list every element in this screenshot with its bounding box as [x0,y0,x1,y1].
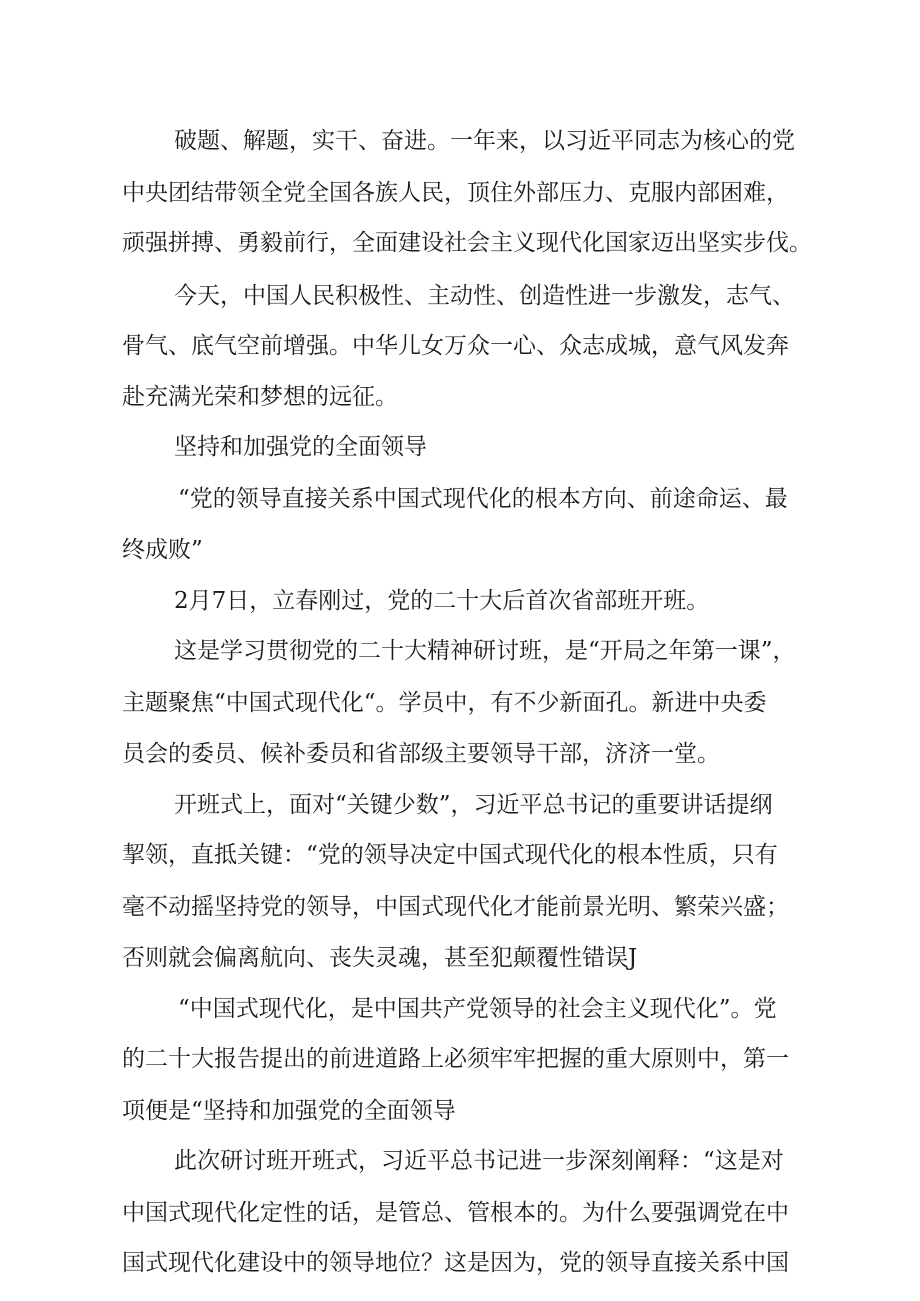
text-line: 这是学习贯彻党的二十大精神研讨班，是“开局之年第一课”， [174,638,796,664]
text-line: “中国式现代化，是中国共产党领导的社会主义现代化”。党 [178,996,777,1022]
text-line: 破题、解题，实干、奋进。一年来，以习近平同志为核心的党 [174,128,795,154]
text-line: 的二十大报告提出的前进道路上必须牢牢把握的重大原则中，第一 [122,1046,789,1072]
text-line: 中国式现代化定性的话，是管总、管根本的。为什么要强调党在中 [122,1200,789,1226]
text-line: 开班式上，面对“关键少数”，习近平总书记的重要讲话提纲 [174,792,773,818]
text-line: 员会的委员、候补委员和省部级主要领导干部，济济一堂。 [122,741,720,767]
text-line: 中央团结带领全党全国各族人民，顶住外部压力、克服内部困难， [122,180,789,206]
text-line: 今天，中国人民积极性、主动性、创造性进一步激发，志气、 [174,283,795,309]
text-line: 国式现代化建设中的领导地位？这是因为，党的领导直接关系中国 [122,1250,789,1276]
text-line: 骨气、底气空前增强。中华儿女万众一心、众志成城，意气风发奔 [122,333,789,359]
text-line: 顽强拼搏、勇毅前行，全面建设社会主义现代化国家迈出坚实步伐。 [122,230,812,256]
text-line: 2月7日，立春刚过，党的二十大后首次省部班开班。 [174,588,710,614]
text-line: 主题聚焦“中国式现代化“。学员中，有不少新面孔。新进中央委 [122,690,767,716]
text-line: 赴充满光荣和梦想的远征。 [122,384,398,410]
text-line: 此次研讨班开班式，习近平总书记进一步深刻阐释：“这是对 [174,1148,784,1174]
section-heading: 坚持和加强党的全面领导 [174,434,427,460]
text-line: “党的领导直接关系中国式现代化的根本方向、前途命运、最 [178,486,788,512]
text-line: 项便是“坚持和加强党的全面领导 [122,1098,456,1124]
text-line: 终成败” [122,537,203,563]
text-line: 毫不动摇坚持党的领导，中国式现代化才能前景光明、繁荣兴盛； [122,894,789,920]
text-line: 挈领，直抵关键：“党的领导决定中国式现代化的根本性质，只有 [122,842,778,868]
text-line: 否则就会偏离航向、丧失灵魂，甚至犯颠覆性错误J [122,945,638,971]
